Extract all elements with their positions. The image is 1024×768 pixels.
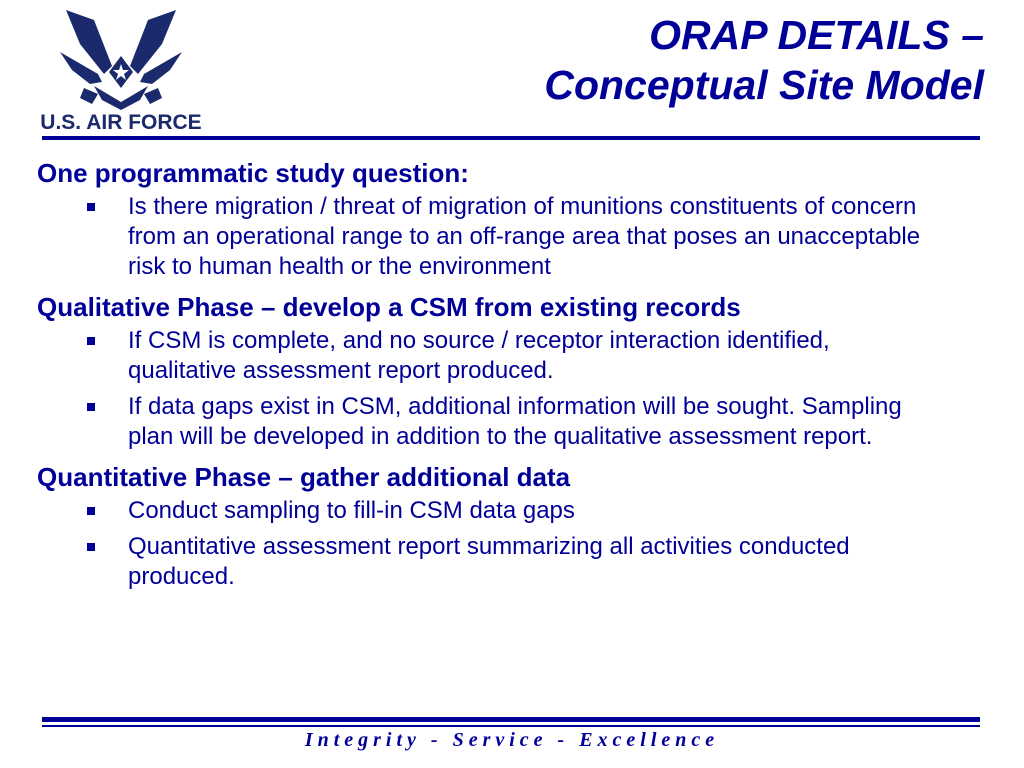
footer-divider-thin [42, 725, 980, 727]
bullet-text: Quantitative assessment report summarizing all activities conducted produced. [128, 533, 850, 590]
air-force-wings-icon [36, 8, 206, 112]
footer-divider [42, 717, 980, 722]
section-study-question [37, 156, 987, 282]
section-heading: Quantitative Phase – gather additional data [37, 462, 571, 492]
bullet-item [37, 392, 987, 452]
bullet-text: If data gaps exist in CSM, additional information will be sought. Sampling plan will be developed in addition to the qualitative assessment report. [128, 393, 902, 450]
bullet-text: Conduct sampling to fill-in CSM data gaps [128, 497, 575, 524]
section-heading: One programmatic study question: [37, 158, 469, 188]
bullet-list [37, 326, 987, 452]
footer-motto: Integrity - Service - Excellence [304, 729, 720, 751]
slide-body [37, 156, 987, 592]
square-bullet-icon [87, 507, 95, 515]
air-force-logo [36, 8, 206, 134]
bullet-item [37, 496, 987, 526]
bullet-list [37, 496, 987, 592]
page-title [344, 10, 984, 110]
section-quantitative-phase [37, 460, 987, 592]
section-heading: Qualitative Phase – develop a CSM from existing records [37, 292, 741, 322]
bullet-item [37, 532, 987, 592]
bullet-text: If CSM is complete, and no source / receptor interaction identified, qualitative assessment report produced. [128, 327, 830, 384]
square-bullet-icon [87, 543, 95, 551]
bullet-item [37, 326, 987, 386]
bullet-text: Is there migration / threat of migration of munitions constituents of concern from an operational range to an off-range area that poses an unacceptable risk to human health or the environment [128, 193, 921, 280]
bullet-list [37, 192, 987, 282]
title-line-1: ORAP DETAILS – [649, 12, 984, 58]
logo-text: U.S. AIR FORCE [40, 111, 202, 134]
section-qualitative-phase [37, 290, 987, 452]
header-divider [42, 136, 980, 140]
title-line-2: Conceptual Site Model [544, 62, 984, 108]
square-bullet-icon [87, 403, 95, 411]
bullet-item [37, 192, 987, 282]
square-bullet-icon [87, 337, 95, 345]
square-bullet-icon [87, 203, 95, 211]
